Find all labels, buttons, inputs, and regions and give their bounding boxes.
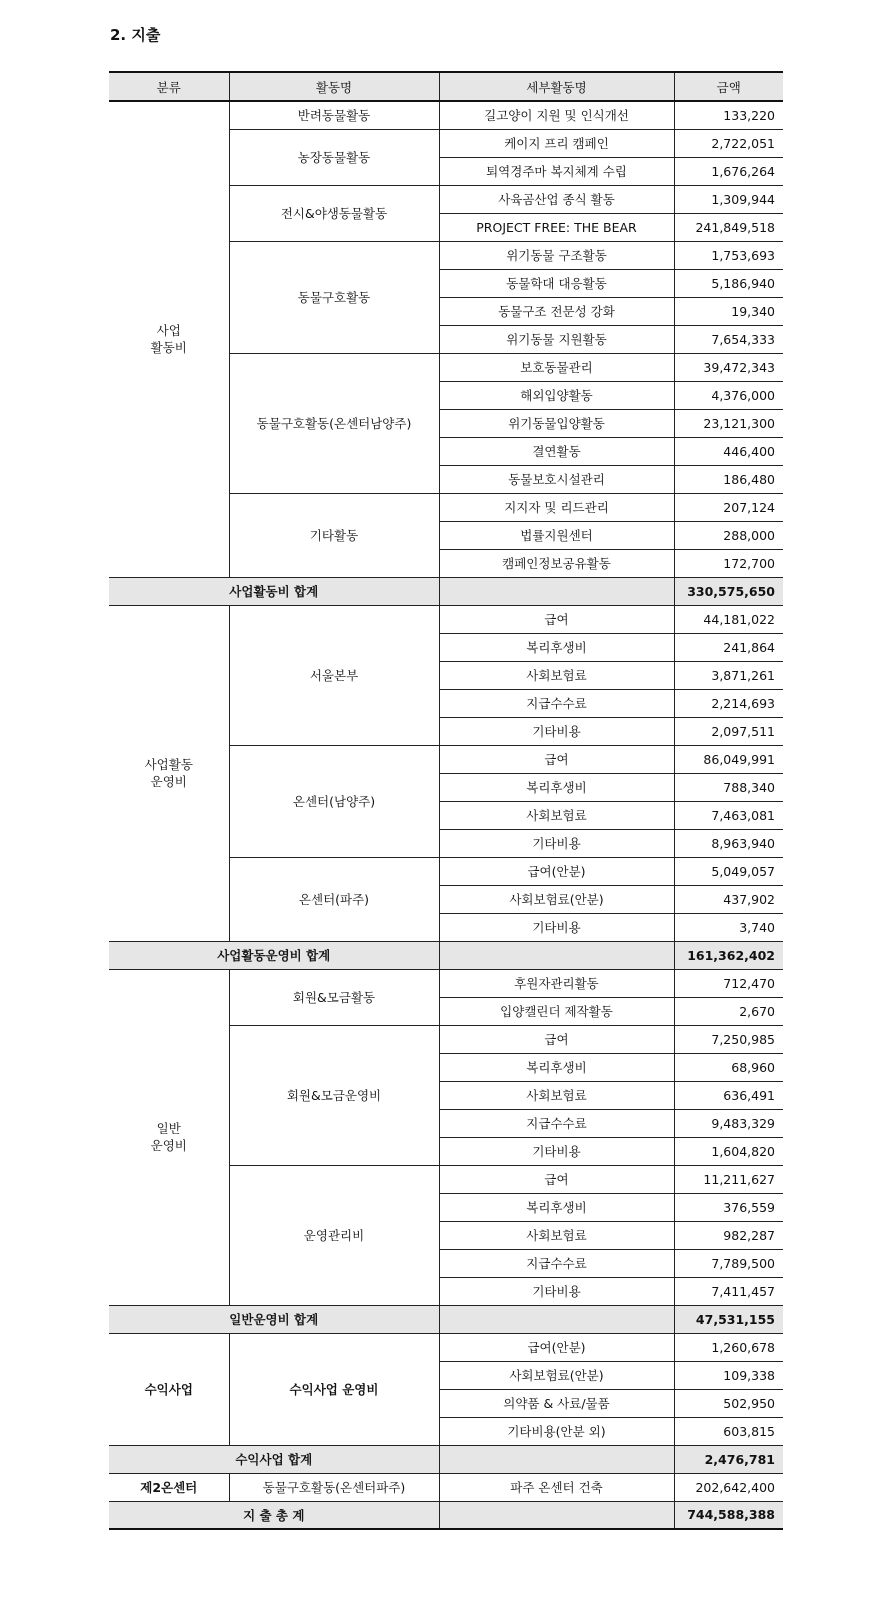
activity-cell: 회원&모금운영비 [229,1025,439,1165]
amount-cell: 2,722,051 [674,129,783,157]
subtotal-empty-cell [439,941,674,969]
subtotal-row [109,1445,783,1473]
amount-cell: 4,376,000 [674,381,783,409]
amount-cell: 3,740 [674,913,783,941]
detail-activity-cell: 지급수수료 [439,1249,674,1277]
amount-cell: 86,049,991 [674,745,783,773]
subtotal-row [109,1501,783,1529]
table-row [109,969,783,997]
subtotal-empty-cell [439,1445,674,1473]
detail-activity-cell: 지급수수료 [439,1109,674,1137]
category-cell: 제2온센터 [109,1473,229,1501]
detail-activity-cell: 지급수수료 [439,689,674,717]
detail-activity-cell: 기타비용 [439,829,674,857]
subtotal-empty-cell [439,577,674,605]
activity-cell: 회원&모금활동 [229,969,439,1025]
amount-cell: 5,049,057 [674,857,783,885]
detail-activity-cell: 의약품 & 사료/물품 [439,1389,674,1417]
detail-activity-cell: 케이지 프리 캠페인 [439,129,674,157]
amount-cell: 241,864 [674,633,783,661]
subtotal-row [109,941,783,969]
amount-cell: 7,654,333 [674,325,783,353]
amount-cell: 133,220 [674,101,783,129]
amount-cell: 502,950 [674,1389,783,1417]
amount-cell: 11,211,627 [674,1165,783,1193]
amount-cell: 1,753,693 [674,241,783,269]
amount-cell: 1,260,678 [674,1333,783,1361]
activity-cell: 온센터(파주) [229,857,439,941]
detail-activity-cell: 위기동물 지원활동 [439,325,674,353]
amount-cell: 636,491 [674,1081,783,1109]
detail-activity-cell: 사회보험료(안분) [439,1361,674,1389]
activity-cell: 전시&야생동물활동 [229,185,439,241]
amount-cell: 3,871,261 [674,661,783,689]
subtotal-amount: 330,575,650 [674,577,783,605]
subtotal-row [109,577,783,605]
amount-cell: 1,604,820 [674,1137,783,1165]
detail-activity-cell: 지지자 및 리드관리 [439,493,674,521]
category-cell: 사업활동 운영비 [109,605,229,941]
detail-activity-cell: 기타비용(안분 외) [439,1417,674,1445]
activity-cell: 동물구호활동(온센터파주) [229,1473,439,1501]
amount-cell: 2,670 [674,997,783,1025]
amount-cell: 109,338 [674,1361,783,1389]
subtotal-label: 사업활동운영비 합계 [109,941,439,969]
amount-cell: 7,789,500 [674,1249,783,1277]
amount-cell: 788,340 [674,773,783,801]
detail-activity-cell: 길고양이 지원 및 인식개선 [439,101,674,129]
amount-cell: 19,340 [674,297,783,325]
table-body [109,101,783,1529]
detail-activity-cell: 급여(안분) [439,1333,674,1361]
amount-cell: 207,124 [674,493,783,521]
detail-activity-cell: 기타비용 [439,913,674,941]
detail-activity-cell: 사회보험료 [439,1081,674,1109]
table-row [109,605,783,633]
activity-cell: 서울본부 [229,605,439,745]
subtotal-empty-cell [439,1305,674,1333]
detail-activity-cell: 동물보호시설관리 [439,465,674,493]
subtotal-row [109,1305,783,1333]
amount-cell: 39,472,343 [674,353,783,381]
activity-cell: 온센터(남양주) [229,745,439,857]
detail-activity-cell: 입양캘린더 제작활동 [439,997,674,1025]
activity-cell: 반려동물활동 [229,101,439,129]
amount-cell: 9,483,329 [674,1109,783,1137]
detail-activity-cell: 사회보험료 [439,1221,674,1249]
detail-activity-cell: 파주 온센터 건축 [439,1473,674,1501]
header-amount: 금액 [674,72,783,101]
activity-cell: 농장동물활동 [229,129,439,185]
amount-cell: 7,411,457 [674,1277,783,1305]
detail-activity-cell: 사육곰산업 종식 활동 [439,185,674,213]
category-cell: 수익사업 [109,1333,229,1445]
activity-cell: 운영관리비 [229,1165,439,1305]
detail-activity-cell: 기타비용 [439,1277,674,1305]
detail-activity-cell: 위기동물입양활동 [439,409,674,437]
detail-activity-cell: 위기동물 구조활동 [439,241,674,269]
detail-activity-cell: 사회보험료 [439,801,674,829]
detail-activity-cell: 결연활동 [439,437,674,465]
amount-cell: 437,902 [674,885,783,913]
table-row [109,1333,783,1361]
detail-activity-cell: 보호동물관리 [439,353,674,381]
amount-cell: 7,463,081 [674,801,783,829]
amount-cell: 1,676,264 [674,157,783,185]
detail-activity-cell: PROJECT FREE: THE BEAR [439,213,674,241]
table-header-row [109,72,783,101]
expense-table [109,71,783,1530]
category-cell: 사업 활동비 [109,101,229,577]
amount-cell: 982,287 [674,1221,783,1249]
detail-activity-cell: 복리후생비 [439,1053,674,1081]
amount-cell: 603,815 [674,1417,783,1445]
detail-activity-cell: 급여(안분) [439,857,674,885]
activity-cell: 기타활동 [229,493,439,577]
detail-activity-cell: 기타비용 [439,1137,674,1165]
header-detail-activity: 세부활동명 [439,72,674,101]
detail-activity-cell: 복리후생비 [439,1193,674,1221]
activity-cell: 수익사업 운영비 [229,1333,439,1445]
subtotal-amount: 47,531,155 [674,1305,783,1333]
detail-activity-cell: 기타비용 [439,717,674,745]
amount-cell: 68,960 [674,1053,783,1081]
detail-activity-cell: 급여 [439,1025,674,1053]
detail-activity-cell: 동물학대 대응활동 [439,269,674,297]
header-activity: 활동명 [229,72,439,101]
subtotal-empty-cell [439,1501,674,1529]
header-category: 분류 [109,72,229,101]
amount-cell: 2,097,511 [674,717,783,745]
amount-cell: 288,000 [674,521,783,549]
amount-cell: 172,700 [674,549,783,577]
detail-activity-cell: 급여 [439,1165,674,1193]
amount-cell: 2,214,693 [674,689,783,717]
amount-cell: 712,470 [674,969,783,997]
subtotal-label: 사업활동비 합계 [109,577,439,605]
detail-activity-cell: 해외입양활동 [439,381,674,409]
detail-activity-cell: 동물구조 전문성 강화 [439,297,674,325]
amount-cell: 446,400 [674,437,783,465]
activity-cell: 동물구호활동 [229,241,439,353]
subtotal-amount: 161,362,402 [674,941,783,969]
subtotal-amount: 744,588,388 [674,1501,783,1529]
amount-cell: 8,963,940 [674,829,783,857]
detail-activity-cell: 사회보험료(안분) [439,885,674,913]
detail-activity-cell: 법률지원센터 [439,521,674,549]
detail-activity-cell: 복리후생비 [439,773,674,801]
table-row [109,1473,783,1501]
amount-cell: 5,186,940 [674,269,783,297]
detail-activity-cell: 급여 [439,745,674,773]
category-cell: 일반 운영비 [109,969,229,1305]
detail-activity-cell: 급여 [439,605,674,633]
detail-activity-cell: 복리후생비 [439,633,674,661]
amount-cell: 1,309,944 [674,185,783,213]
detail-activity-cell: 캠페인정보공유활동 [439,549,674,577]
detail-activity-cell: 퇴역경주마 복지체계 수립 [439,157,674,185]
detail-activity-cell: 후원자관리활동 [439,969,674,997]
section-title: 2. 지출 [110,26,161,44]
amount-cell: 376,559 [674,1193,783,1221]
table-row [109,101,783,129]
amount-cell: 186,480 [674,465,783,493]
activity-cell: 동물구호활동(온센터남양주) [229,353,439,493]
subtotal-label: 지 출 총 계 [109,1501,439,1529]
detail-activity-cell: 사회보험료 [439,661,674,689]
amount-cell: 44,181,022 [674,605,783,633]
amount-cell: 23,121,300 [674,409,783,437]
amount-cell: 7,250,985 [674,1025,783,1053]
amount-cell: 241,849,518 [674,213,783,241]
subtotal-label: 수익사업 합계 [109,1445,439,1473]
amount-cell: 202,642,400 [674,1473,783,1501]
subtotal-label: 일반운영비 합계 [109,1305,439,1333]
subtotal-amount: 2,476,781 [674,1445,783,1473]
